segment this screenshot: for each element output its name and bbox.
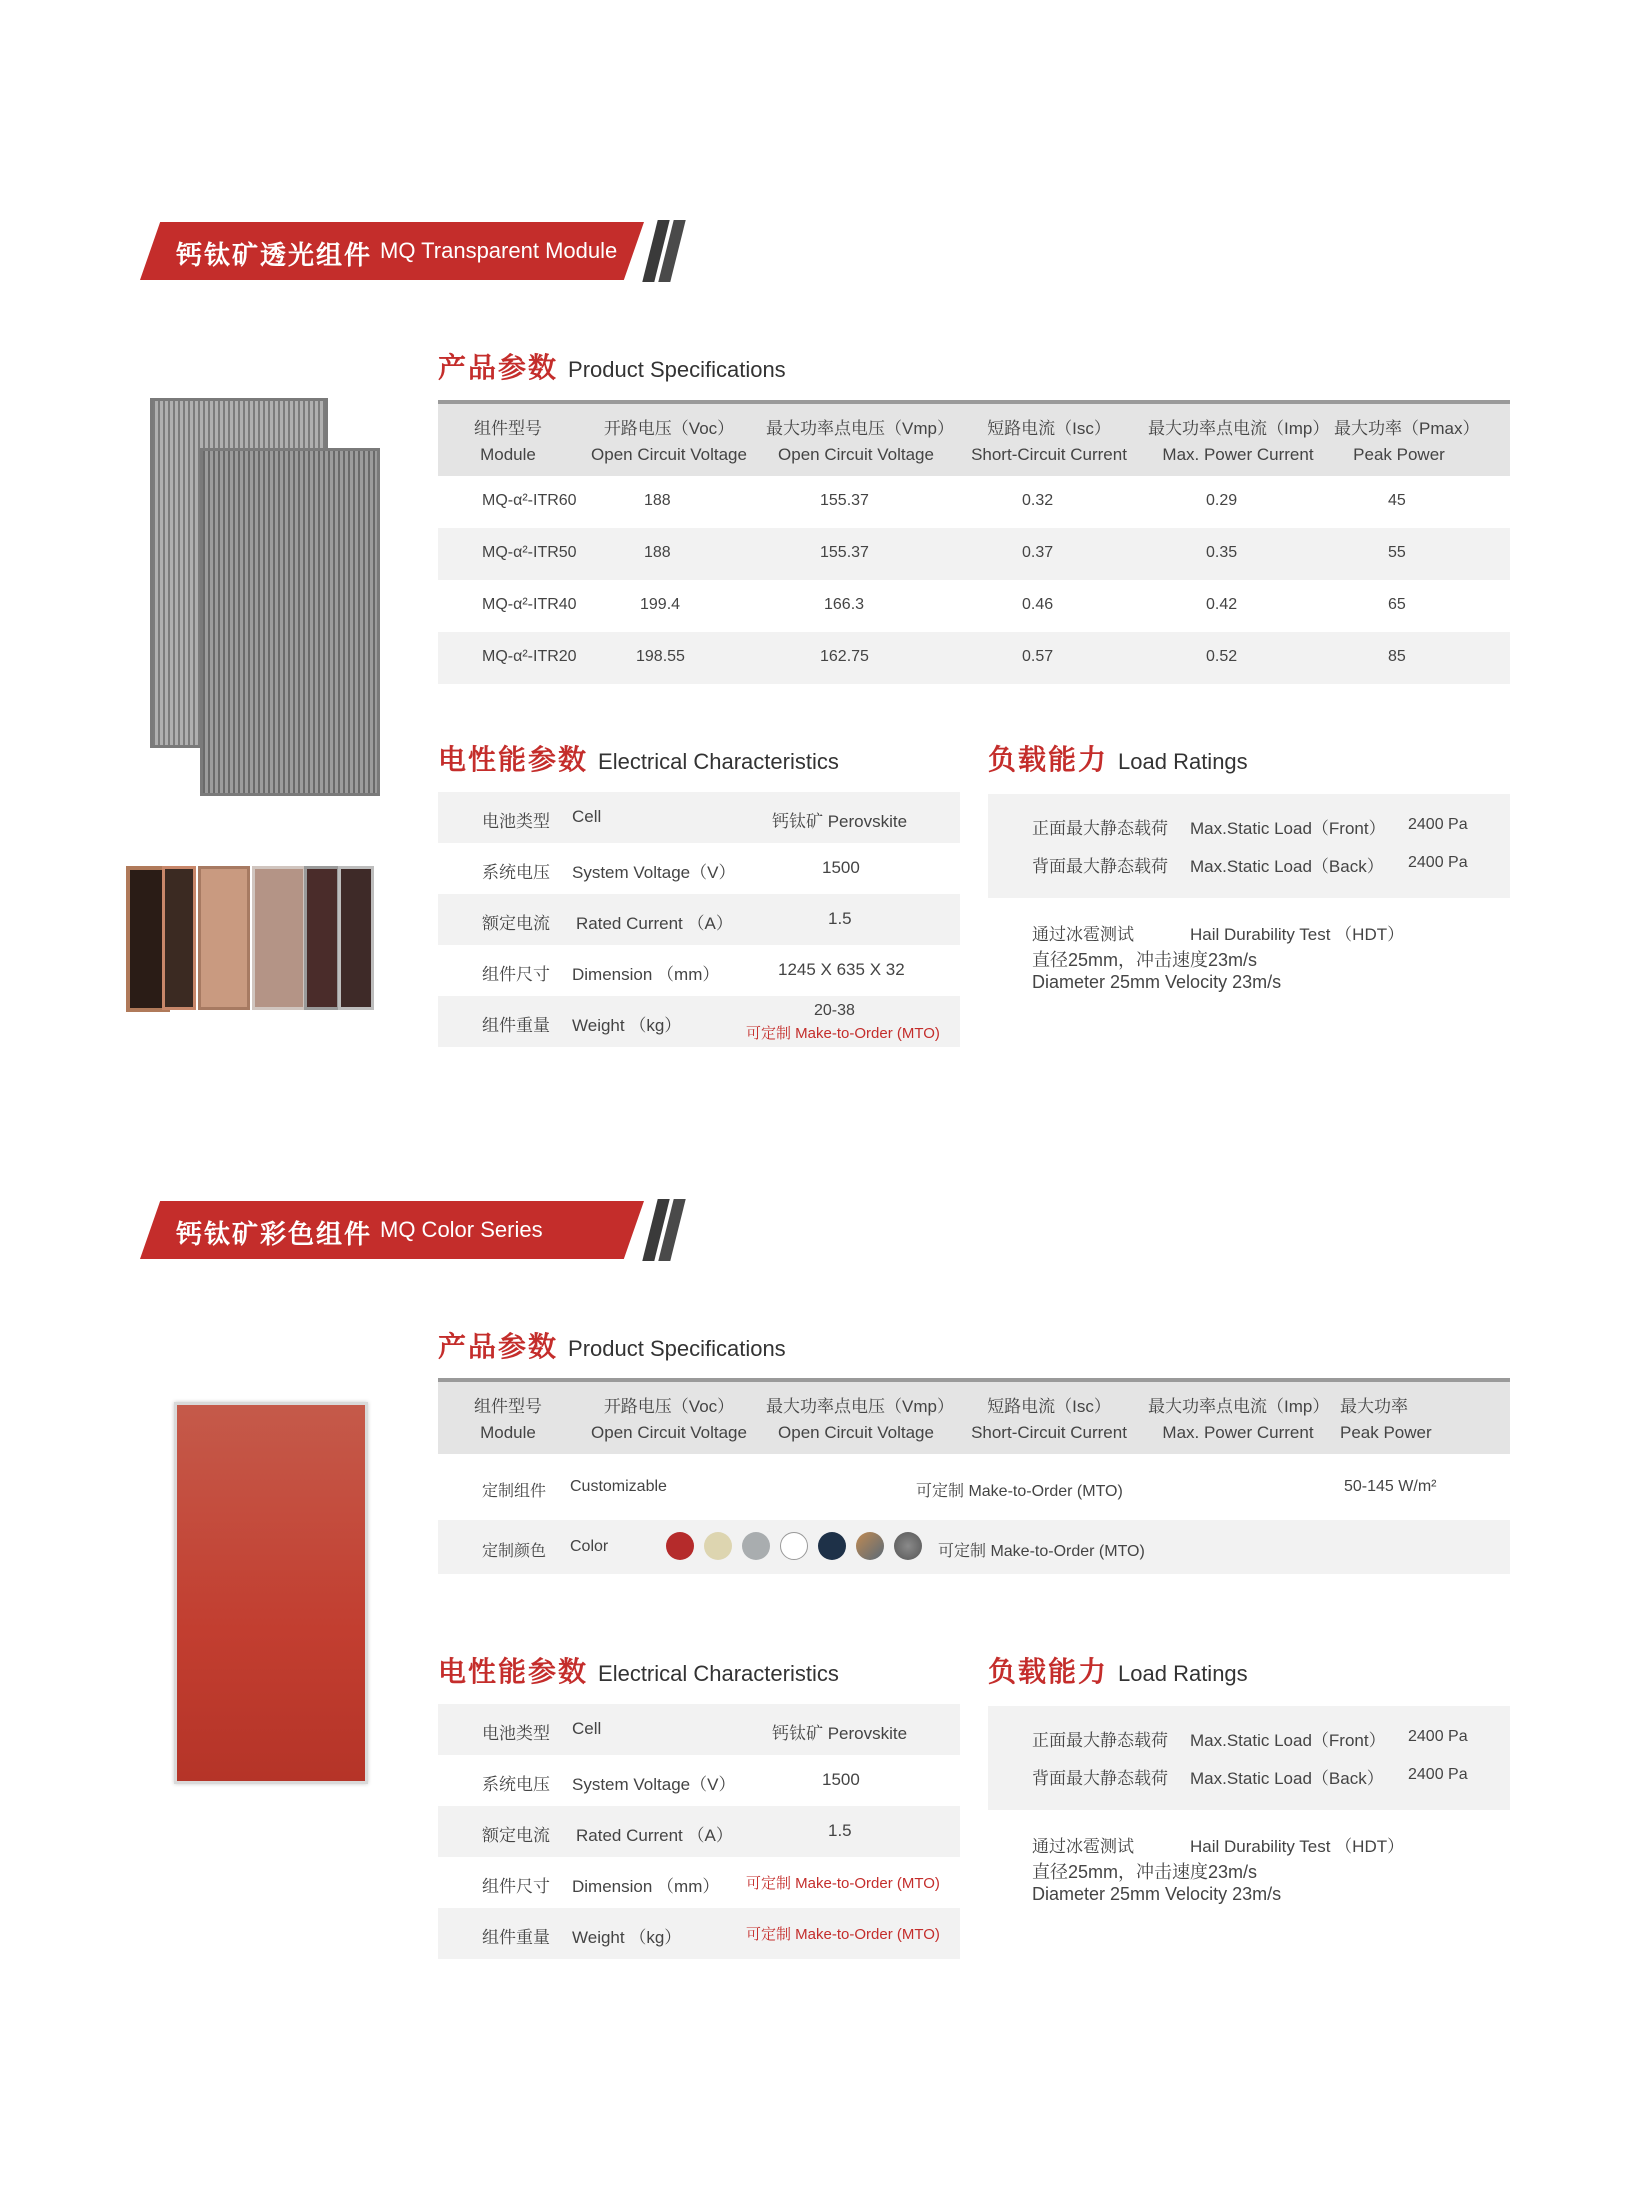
- list-item: 额定电流 Rated Current （A） 1.5: [438, 894, 960, 945]
- swatch-navy[interactable]: [818, 1532, 846, 1560]
- color-doors-image: [126, 858, 376, 1006]
- list-item: 额定电流 Rated Current （A） 1.5: [438, 1806, 960, 1857]
- swatch-stone[interactable]: [894, 1532, 922, 1560]
- section1-elec-table: [438, 792, 960, 1047]
- section2-banner: [140, 1201, 644, 1259]
- swatch-bronze[interactable]: [856, 1532, 884, 1560]
- table-row: MQ-α²-ITR20 198.55 162.75 0.57 0.52 85: [438, 632, 1510, 684]
- table-row: MQ-α²-ITR40 199.4 166.3 0.46 0.42 65: [482, 596, 1406, 613]
- section2-spec-table: [438, 1378, 1510, 1574]
- section2-elec-table: [438, 1704, 960, 1959]
- header-vmp: 最大功率点电压（Vmp） Open Circuit Voltage: [766, 419, 954, 464]
- table-row: MQ-α²-ITR60 188 155.37 0.32 0.29 45: [482, 492, 1406, 509]
- spec-table-header: [438, 404, 1510, 476]
- section1-elec-heading: 电性能参数 Electrical Characteristics: [438, 744, 839, 775]
- section1-banner-en: MQ Transparent Module: [380, 238, 618, 263]
- section2-load-table: 正面最大静态载荷 Max.Static Load（Front） 2400 Pa 背面最大静态载荷 Max.Static Load（Back） 2400 Pa 通过冰雹测试 Hail Durability Test （HDT） 直径25mm，冲击速度23m/s Diameter 25mm Velocity 23m/s: [988, 1706, 1510, 1920]
- swatch-red[interactable]: [666, 1532, 694, 1560]
- section2-elec-heading: 电性能参数 Electrical Characteristics: [438, 1656, 839, 1687]
- spec-heading-en: Product Specifications: [568, 357, 786, 382]
- swatch-beige[interactable]: [704, 1532, 732, 1560]
- header-voc: 开路电压（Voc） Open Circuit Voltage: [591, 419, 747, 464]
- list-item: 组件尺寸 Dimension （mm） 可定制 Make-to-Order (MTO): [482, 1875, 940, 1896]
- spec-heading-cn: 产品参数: [438, 352, 559, 383]
- custom-row: 定制组件 Customizable 可定制 Make-to-Order (MTO) 50-145 W/m²: [482, 1478, 1437, 1500]
- list-item: 系统电压 System Voltage（V） 1500: [482, 1770, 860, 1794]
- section2-load-heading: 负载能力 Load Ratings: [988, 1656, 1248, 1687]
- header-isc: 短路电流（Isc） Short-Circuit Current: [971, 419, 1127, 464]
- section1-load-table: 正面最大静态载荷 Max.Static Load（Front） 2400 Pa 背面最大静态载荷 Max.Static Load（Back） 2400 Pa 通过冰雹测试 Hail Durability Test （HDT） 直径25mm，冲击速度23m/s Diameter 25mm Velocity 23m/s: [988, 794, 1510, 1008]
- list-item: 电池类型 Cell 钙钛矿 Perovskite: [438, 1704, 960, 1755]
- section2-spec-heading: 产品参数 Product Specifications: [438, 1331, 786, 1362]
- header-pmax: 最大功率（Pmax） Peak Power: [1334, 419, 1480, 464]
- section1-load-heading: 负载能力 Load Ratings: [988, 744, 1248, 775]
- section1-banner: [140, 222, 644, 280]
- section1-banner-cn: 钙钛矿透光组件: [176, 240, 373, 270]
- swatch-gray[interactable]: [742, 1532, 770, 1560]
- spec-table-header: 组件型号 Module 开路电压（Voc） Open Circuit Voltage 最大功率点电压（Vmp） Open Circuit Voltage 短路电流（Isc） Short-Circuit Current 最大功率点电流（Imp） Max. Power Current 最大功率 Peak Power: [438, 1382, 1510, 1454]
- list-item: 电池类型 Cell 钙钛矿 Perovskite: [438, 792, 960, 843]
- list-item: 组件重量 Weight （kg） 可定制 Make-to-Order (MTO): [438, 1908, 960, 1959]
- section2-banner-en: MQ Color Series: [380, 1217, 543, 1242]
- swatch-white[interactable]: [780, 1532, 808, 1560]
- list-item: 系统电压 System Voltage（V） 1500: [482, 858, 860, 882]
- color-module-image: [174, 1402, 368, 1784]
- section1-spec-table: [438, 400, 1510, 684]
- header-module: 组件型号 Module: [474, 419, 542, 464]
- list-item: 组件尺寸 Dimension （mm） 1245 X 635 X 32: [482, 960, 905, 984]
- header-imp: 最大功率点电流（Imp） Max. Power Current: [1148, 419, 1330, 464]
- transparent-module-front-image: [200, 448, 380, 796]
- color-row: 定制颜色 Color 可定制 Make-to-Order (MTO): [438, 1520, 1510, 1574]
- list-item: 组件重量 Weight （kg） 20-38 可定制 Make-to-Order (MTO): [438, 996, 960, 1047]
- section1-spec-heading: [438, 346, 786, 386]
- table-row: MQ-α²-ITR50 188 155.37 0.37 0.35 55: [438, 528, 1510, 580]
- section2-banner-cn: 钙钛矿彩色组件: [176, 1219, 373, 1249]
